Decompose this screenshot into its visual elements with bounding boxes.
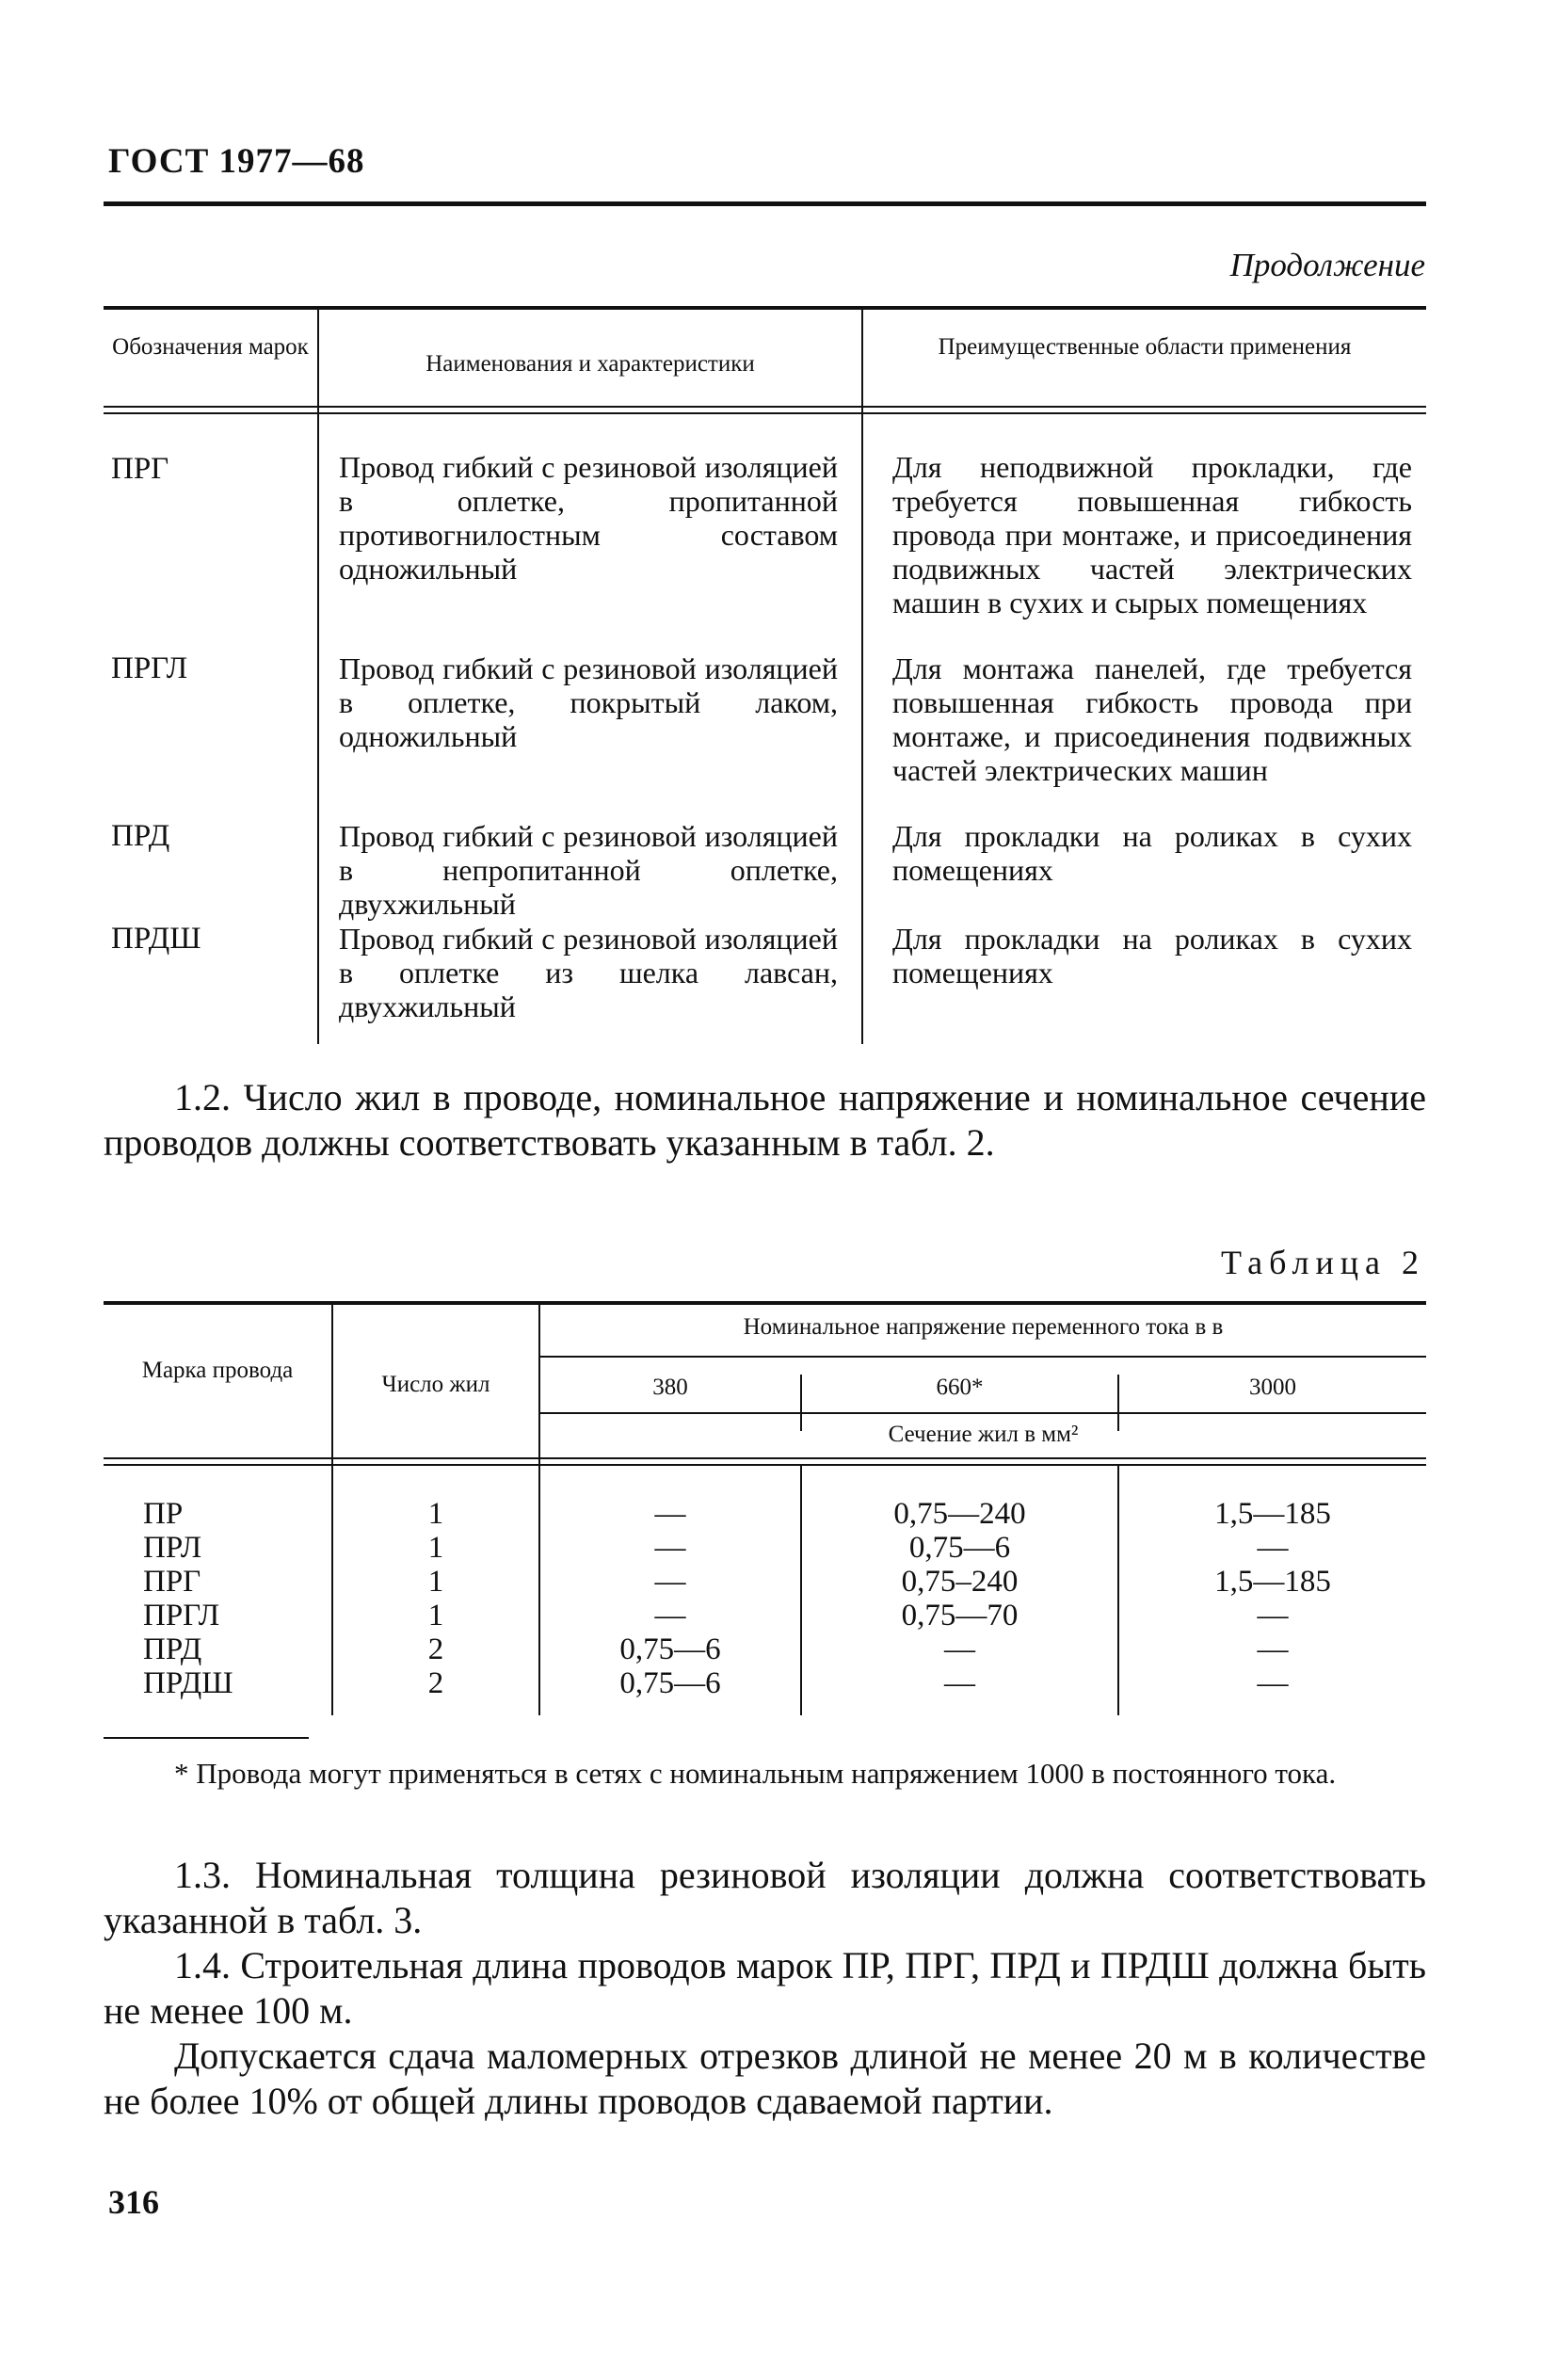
table-2-660: 0,75—70 — [901, 1599, 1019, 1632]
table-2-header-voltage: Номинальное напряжение переменного тока в в — [743, 1314, 1224, 1340]
table-1-top-rule — [104, 306, 1426, 310]
table-2-3000: — — [1257, 1599, 1289, 1632]
table-2-660: 0,75—6 — [908, 1531, 1011, 1565]
table-2-3000: 1,5—185 — [1214, 1565, 1331, 1599]
table-1-area: Для прокладки на роликах в сухих помещениях — [892, 819, 1412, 887]
table-1-code: ПРД — [111, 819, 170, 853]
table-2-cores: 1 — [427, 1599, 444, 1632]
table-2-header-rule — [540, 1412, 1426, 1414]
table-2-660: 0,75—240 — [893, 1497, 1026, 1531]
table-1-header-rule — [104, 412, 1426, 414]
table-2-mark: ПРГ — [143, 1565, 201, 1599]
table-2-cores: 1 — [427, 1531, 444, 1565]
footnote-rule — [104, 1737, 309, 1739]
table-1-divider — [317, 310, 319, 1044]
table-2-660: 0,75–240 — [901, 1565, 1019, 1599]
table-2-cores: 2 — [427, 1632, 444, 1666]
table-1-area: Для прокладки на роликах в сухих помещениях — [892, 922, 1412, 989]
table-1-header-rule — [104, 406, 1426, 408]
table-2-header-cores: Число жил — [381, 1372, 490, 1397]
table-2-mark: ПР — [143, 1497, 184, 1531]
table-2-header-rule — [104, 1457, 1426, 1459]
table-1-area: Для монтажа панелей, где требуется повышенная гибкость провода при монтаже, и присоединения подвижных частей электрических машин — [892, 651, 1412, 787]
table-2-mark: ПРД — [143, 1632, 202, 1666]
table-2-3000: — — [1257, 1632, 1289, 1666]
table-2-cores: 1 — [427, 1497, 444, 1531]
paragraph-1-4: 1.4. Строительная длина проводов марок ПР, ПРГ, ПРД и ПРДШ должна быть не менее 100 м. — [104, 1944, 1426, 2032]
table-2-380: 0,75—6 — [619, 1666, 721, 1700]
page-number: 316 — [108, 2183, 159, 2221]
table-2-header-rule — [104, 1464, 1426, 1466]
table-2-380: — — [654, 1565, 686, 1599]
table-1 — [104, 306, 1426, 1050]
table-1-divider — [861, 310, 863, 1044]
table-1-name: Провод гибкий с резиновой изоляцией в оплетке, покрытый лаком, одножильный — [339, 651, 838, 753]
table-2 — [104, 1301, 1426, 1734]
table-1-header-areas: Преимущественные области применения — [938, 334, 1352, 360]
table-2-top-rule — [104, 1301, 1426, 1305]
table-2-header-380: 380 — [652, 1375, 688, 1400]
document-header: ГОСТ 1977—68 — [108, 142, 365, 181]
table-2-header-3000: 3000 — [1249, 1375, 1296, 1400]
table-2-cores: 2 — [427, 1666, 444, 1700]
table-2-380: — — [654, 1497, 686, 1531]
table-2-header-mark: Марка провода — [141, 1358, 294, 1383]
table-1-area: Для неподвижной прокладки, где требуется повышенная гибкость провода при монтаже, и присоединения подвижных частей электрических машин в сухих и сырых помещениях — [892, 450, 1412, 619]
table-2-3000: — — [1257, 1531, 1289, 1565]
paragraph-1-3: 1.3. Номинальная толщина резиновой изоляции должна соответствовать указанной в табл. 3. — [104, 1854, 1426, 1941]
header-rule — [104, 201, 1426, 206]
table-1-code: ПРДШ — [111, 922, 201, 956]
table-2-cores: 1 — [427, 1565, 444, 1599]
table-2-mark: ПРГЛ — [143, 1599, 220, 1632]
table-2-header-rule — [540, 1356, 1426, 1358]
table-1-header-marks: Обозначения марок — [112, 334, 309, 360]
table-1-name: Провод гибкий с резиновой изоляцией в непропитанной оплетке, двухжильный — [339, 819, 838, 921]
paragraph-allowance: Допускается сдача маломерных отрезков длиной не менее 20 м в количестве не более 10% от общей длины проводов сдаваемой партии. — [104, 2034, 1426, 2122]
table-2-660: — — [944, 1666, 975, 1700]
table-2-3000: — — [1257, 1666, 1289, 1700]
table-1-code: ПРГЛ — [111, 651, 188, 685]
continuation-label: Продолжение — [1229, 247, 1425, 283]
table-2-660: — — [944, 1632, 975, 1666]
table-1-header-names: Наименования и характеристики — [425, 351, 755, 377]
table-2-380: 0,75—6 — [619, 1632, 721, 1666]
table-1-code: ПРГ — [111, 452, 169, 486]
table-2-3000: 1,5—185 — [1214, 1497, 1331, 1531]
table-2-header-660: 660* — [936, 1375, 984, 1400]
table-2-mark: ПРЛ — [143, 1531, 202, 1565]
table-2-header-section: Сечение жил в мм² — [888, 1422, 1079, 1447]
table-2-380: — — [654, 1599, 686, 1632]
table-2-caption: Таблица 2 — [1221, 1244, 1425, 1281]
paragraph-1-2: 1.2. Число жил в проводе, номинальное напряжение и номинальное сечение проводов должны соответствовать указанным в табл. 2. — [104, 1076, 1426, 1164]
table-1-name: Провод гибкий с резиновой изоляцией в оплетке из шелка лавсан, двухжильный — [339, 922, 838, 1023]
footnote: * Провода могут применяться в сетях с номинальным напряжением 1000 в постоянного тока. — [174, 1757, 1337, 1790]
table-2-mark: ПРДШ — [143, 1666, 233, 1700]
table-2-380: — — [654, 1531, 686, 1565]
table-1-name: Провод гибкий с резиновой изоляцией в оплетке, пропитанной противогнилостным составом одножильный — [339, 450, 838, 586]
